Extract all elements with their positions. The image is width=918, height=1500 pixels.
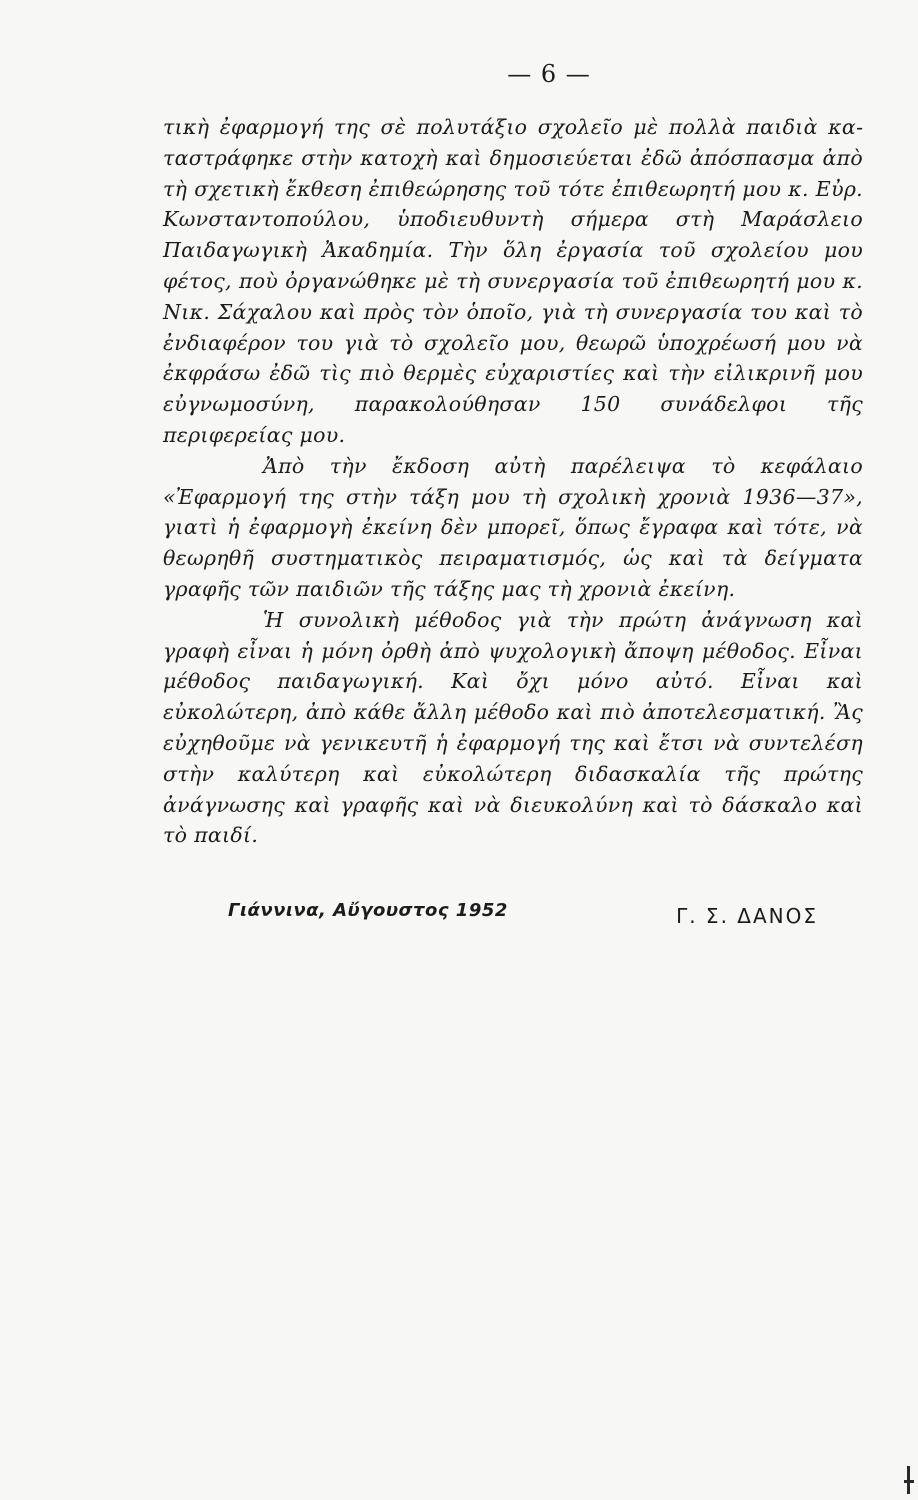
body-text — [163, 112, 863, 851]
place-date: Γιάννινα, Αὔγουστος 1952 — [228, 900, 508, 921]
paragraph-2: Ἀπὸ τὴν ἔκδοση αὐτὴ παρέλειψα τὸ κεφάλαιο «Ἐφαρμογή της στὴν τάξη μου τὴ σχολικὴ χρονιὰ 1936—37», γιατὶ ἡ ἐφαρμογὴ ἐκείνη δὲν μπορεῖ, ὅπως ἔγραφα καὶ τότε, νὰ θεωρηθῆ συστηματικὸς πειραματισμός, ὡς καὶ τὰ δείγματα γραφῆς τῶν παιδιῶν τῆς τάξης μας τὴ χρονιὰ ἐκείνη. — [163, 453, 863, 601]
author-name: Γ. Σ. ΔΑΝΟΣ — [676, 904, 818, 928]
page-number: — 6 — — [507, 60, 591, 88]
paragraph-3: Ἡ συνολικὴ μέθοδος γιὰ τὴν πρώτη ἀνάγνωση καὶ γραφὴ εἶναι ἡ μόνη ὀρθὴ ἀπὸ ψυχολογικὴ ἄποψη μέθοδος. Εἶναι μέθοδος παιδαγωγική. Καὶ ὄχι μόνο αὐτό. Εἶναι καὶ εὐκολώτερη, ἀπὸ κάθε ἄλλη μέθοδο καὶ πιὸ ἀποτελεσματική. Ἂς εὐχηθοῦμε νὰ γενικευτῆ ἡ ἐφαρμογή της καὶ ἔτσι νὰ συντελέση στὴν καλύτερη καὶ εὐκολώτερη διδασκαλία τῆς πρώτης ἀνάγνωσης καὶ γραφῆς καὶ νὰ διευκολύνη καὶ τὸ δάσκαλο καὶ τὸ παιδί. — [163, 607, 863, 848]
signature-block — [228, 900, 818, 940]
paragraph-1: τικὴ ἐφαρμογή της σὲ πολυτάξιο σχολεῖο μὲ πολλὰ παιδιὰ καταστράφηκε στὴν κατοχὴ καὶ δημοσιεύεται ἐδῶ ἀπόσπασμα ἀπὸ τὴ σχετικὴ ἔκθεση ἐπιθεώρησης τοῦ τότε ἐπιθεωρητή μου κ. Εὐρ. Κωνσταντοπούλου, ὑποδιευθυντὴ σήμερα στὴ Μαράσλειο Παιδαγωγικὴ Ἀκαδημία. Τὴν ὅλη ἐργασία τοῦ σχολείου μου φέτος, ποὺ ὀργανώθηκε μὲ τὴ συνεργασία τοῦ ἐπιθεωρητή μου κ. Νικ. Σάχαλου καὶ πρὸς τὸν ὁποῖο, γιὰ τὴ συνεργασία του καὶ τὸ ἐνδιαφέρον του γιὰ τὸ σχολεῖο μου, θεωρῶ ὑποχρέωσή μου νὰ ἐκφράσω ἐδῶ τὶς πιὸ θερμὲς εὐχαριστίες καὶ τὴν εἰλικρινῆ μου εὐγνωμοσύνη, παρακολούθησαν 150 συνάδελφοι τῆς περιφερείας μου. — [163, 115, 863, 447]
scan-mark-icon — [904, 1466, 914, 1494]
